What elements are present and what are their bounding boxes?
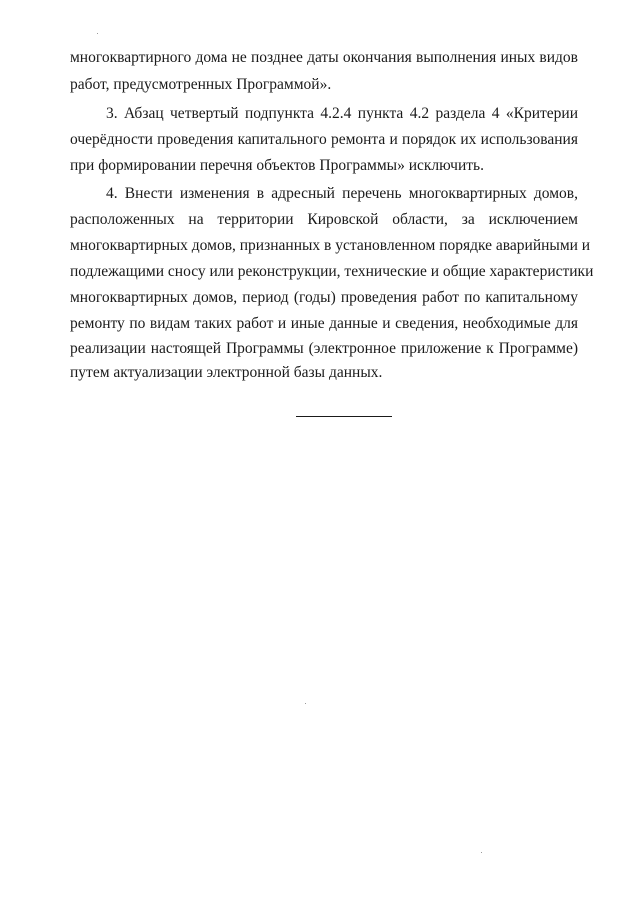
item3-line-3: при формировании перечня объектов Программы» исключить. bbox=[70, 157, 484, 174]
item4-line-3: многоквартирных домов, признанных в установленном порядке аварийными и bbox=[70, 237, 591, 254]
item4-line-8: путем актуализации электронной базы данных. bbox=[70, 364, 383, 381]
item3-line-1: 3. Абзац четвертый подпункта 4.2.4 пункта 4.2 раздела 4 «Критерии bbox=[106, 105, 578, 122]
fragment-line-1: многоквартирного дома не позднее даты окончания выполнения иных видов bbox=[70, 49, 578, 66]
scan-speck bbox=[305, 703, 306, 704]
item4-line-4: подлежащими сносу или реконструкции, технические и общие характеристики bbox=[70, 263, 594, 280]
item4-line-5: многоквартирных домов, период (годы) проведения работ по капитальному bbox=[70, 289, 578, 306]
scan-speck bbox=[97, 33, 98, 34]
item3-line-2: очерёдности проведения капитального ремонта и порядок их использования bbox=[70, 131, 578, 148]
scan-speck bbox=[481, 852, 482, 853]
item4-line-1: 4. Внести изменения в адресный перечень многоквартирных домов, bbox=[106, 185, 578, 202]
fragment-line-2: работ, предусмотренных Программой». bbox=[70, 76, 332, 93]
item4-line-6: ремонту по видам таких работ и иные данные и сведения, необходимые для bbox=[70, 315, 578, 332]
end-divider bbox=[296, 416, 392, 417]
item4-line-2: расположенных на территории Кировской области, за исключением bbox=[70, 211, 578, 228]
item4-line-7: реализации настоящей Программы (электронное приложение к Программе) bbox=[70, 340, 578, 357]
